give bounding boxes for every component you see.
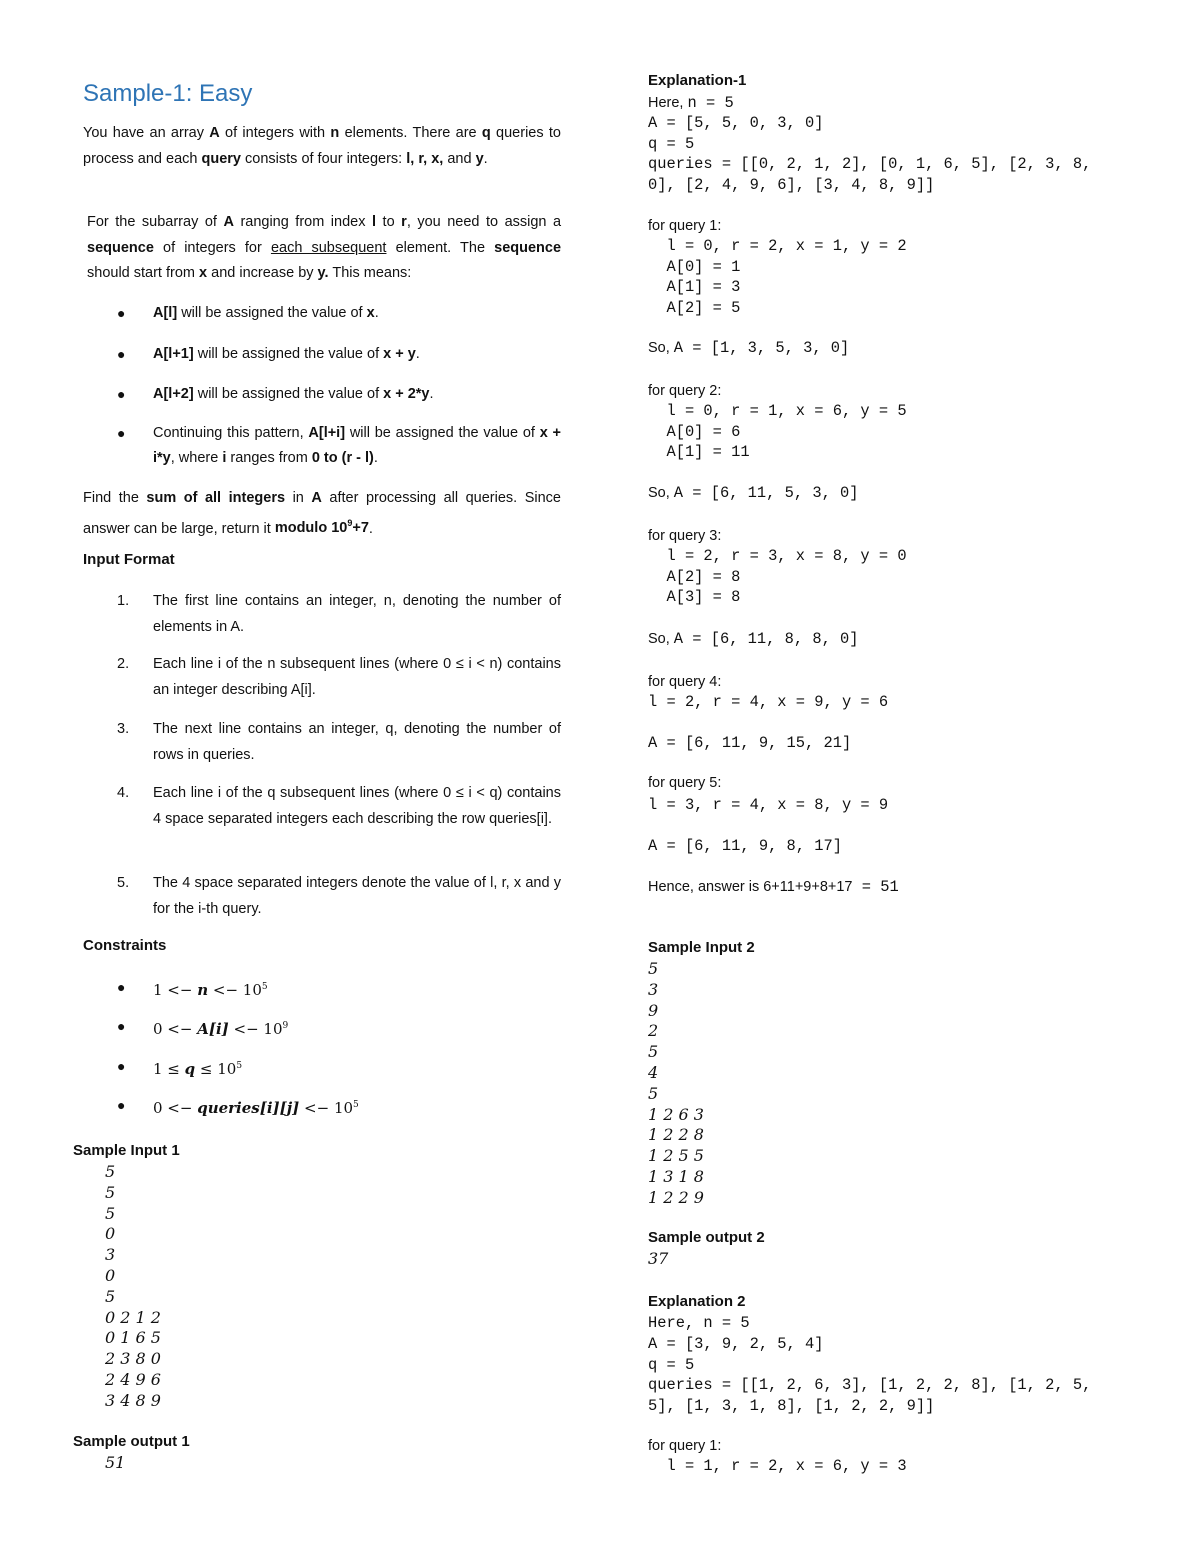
explanation-2-body: A = [3, 9, 2, 5, 4] q = 5 queries = [[1, 2, 6, 3], [1, 2, 2, 8], [1, 2, 5, 5], [1, 3, 1, 8], [1, 2, 2, 9]] (648, 1335, 1092, 1415)
query-4-body: l = 2, r = 4, x = 9, y = 6 A = [6, 11, 9, 15, 21] (648, 693, 889, 752)
query-5-label: for query 5: (648, 775, 722, 791)
query-5-body: l = 3, r = 4, x = 8, y = 9 A = [6, 11, 9, 8, 17] (648, 796, 889, 855)
explanation-2-query-1-body: l = 1, r = 2, x = 6, y = 3 (648, 1457, 907, 1475)
sample-input-1: 5 5 5 0 3 0 5 0 2 1 2 0 1 6 5 2 3 8 0 2 4 9 6 3 4 8 9 (105, 1162, 161, 1410)
query-1-label: for query 1: (648, 218, 722, 234)
explanation-2-here: Here, n = 5 (648, 1314, 750, 1332)
sample-input-1-heading: Sample Input 1 (73, 1142, 180, 1159)
sample-input-2-heading: Sample Input 2 (648, 939, 755, 956)
subarray-paragraph: For the subarray of A ranging from index l to r, you need to assign a sequence of integers for each subsequent element. The sequence should start from x and increase by y. This means: (87, 214, 562, 281)
constraints-heading: Constraints (83, 937, 167, 954)
query-2-result: So, A = [6, 11, 5, 3, 0] (648, 484, 859, 502)
here-line: Here, n = 5 (648, 94, 734, 112)
sample-output-1-heading: Sample output 1 (73, 1433, 190, 1450)
explanation-1-heading: Explanation-1 (648, 72, 747, 89)
query-1-result: So, A = [1, 3, 5, 3, 0] (648, 339, 850, 357)
sample-output-2-heading: Sample output 2 (648, 1229, 765, 1246)
query-2-label: for query 2: (648, 383, 722, 399)
intro-paragraph: You have an array A of integers with n elements. There are q queries to process and each query consists of four integers: l, r, x, and y. (83, 125, 561, 167)
input-format-heading: Input Format (83, 551, 175, 568)
query-3-result: So, A = [6, 11, 8, 8, 0] (648, 630, 859, 648)
explanation-2-query-1-label: for query 1: (648, 1438, 722, 1454)
explanation-2-heading: Explanation 2 (648, 1293, 746, 1310)
query-3-body: l = 2, r = 3, x = 8, y = 0 A[2] = 8 A[3] = 8 (666, 547, 907, 606)
answer-line: Hence, answer is 6+11+9+8+17 = 51 (648, 878, 899, 896)
page-title: Sample-1: Easy (83, 80, 253, 107)
sample-output-1: 51 (105, 1453, 126, 1472)
query-2-body: l = 0, r = 1, x = 6, y = 5 A[0] = 6 A[1] = 11 (666, 402, 907, 461)
explanation-1-body: A = [5, 5, 0, 3, 0] q = 5 queries = [[0, 2, 1, 2], [0, 1, 6, 5], [2, 3, 8, 0], [2, 4, 9, 6], [3, 4, 8, 9]] (648, 114, 1092, 194)
sample-output-2: 37 (648, 1249, 669, 1268)
query-4-label: for query 4: (648, 674, 722, 690)
query-3-label: for query 3: (648, 528, 722, 544)
sample-input-2: 5 3 9 2 5 4 5 1 2 6 3 1 2 2 8 1 2 5 5 1 3 1 8 1 2 2 9 (648, 959, 704, 1207)
query-1-body: l = 0, r = 2, x = 1, y = 2 A[0] = 1 A[1] = 3 A[2] = 5 (666, 237, 907, 317)
find-paragraph: Find the sum of all integers in A after processing all queries. Since answer can be large, return it modulo $10^9+7$. (83, 490, 561, 537)
